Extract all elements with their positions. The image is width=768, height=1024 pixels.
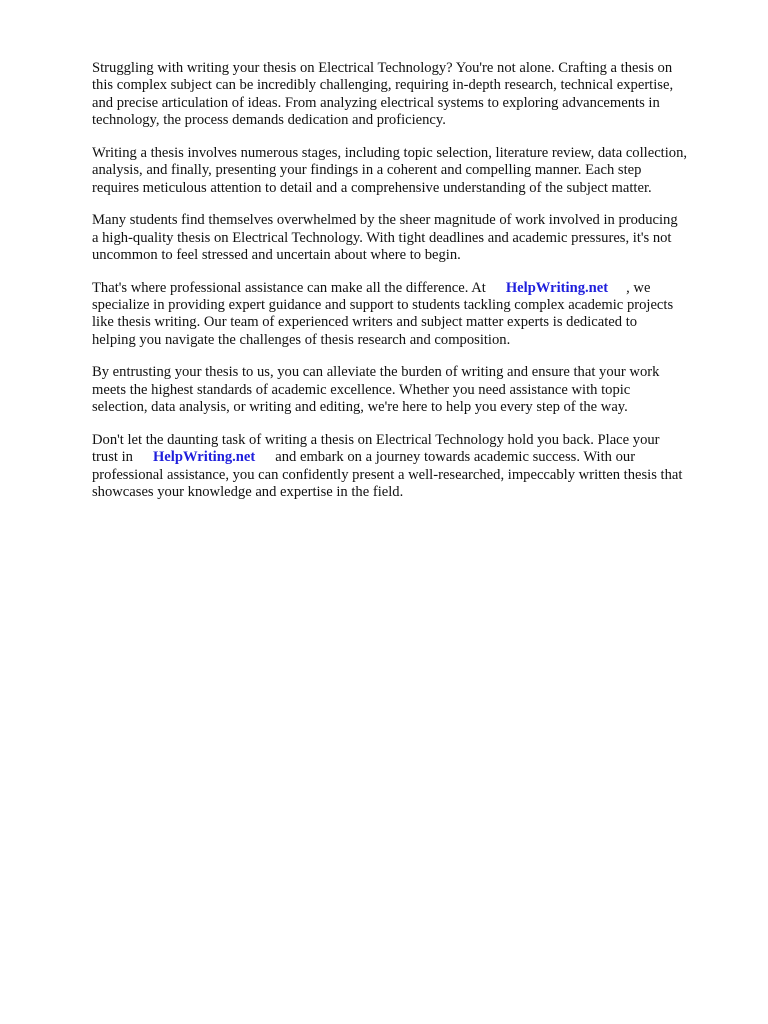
paragraph-assistance <box>92 280 732 350</box>
text-line: Struggling with writing your thesis on Electrical Technology? You're not alone. Crafting a thesis on <box>92 60 673 76</box>
text-fragment: and embark on a journey towards academic success. With our <box>275 449 636 466</box>
text-fragment: trust in <box>92 449 133 466</box>
text-line: requires meticulous attention to detail and a comprehensive understanding of the subject matter. <box>92 179 652 196</box>
text-fragment: , we <box>626 279 651 296</box>
text-line: helping you navigate the challenges of thesis research and composition. <box>92 331 511 348</box>
helpwriting-link[interactable]: HelpWriting.net <box>152 449 256 466</box>
text-fragment: That's where professional assistance can make all the difference. At <box>92 279 486 296</box>
text-line: meets the highest standards of academic excellence. Whether you need assistance with topic <box>92 381 631 398</box>
text-line: uncommon to feel stressed and uncertain about where to begin. <box>92 247 461 264</box>
text-line: selection, data analysis, or writing and editing, we're here to help you every step of the way. <box>92 399 628 416</box>
text-line: like thesis writing. Our team of experienced writers and subject matter experts is dedicated to <box>92 314 638 331</box>
text-line: this complex subject can be incredibly challenging, requiring in-depth research, technical expertise, <box>92 77 674 94</box>
text-line <box>92 449 732 466</box>
text-line: and precise articulation of ideas. From analyzing electrical systems to exploring advancements in <box>92 94 660 111</box>
paragraph-stages <box>92 145 732 197</box>
text-line: specialize in providing expert guidance and support to students tackling complex academic projects <box>92 297 674 314</box>
text-line: showcases your knowledge and expertise in the field. <box>92 484 404 501</box>
text-line: a high-quality thesis on Electrical Technology. With tight deadlines and academic pressures, it's not <box>92 229 672 246</box>
document-body <box>92 60 732 517</box>
helpwriting-link[interactable]: HelpWriting.net <box>505 279 609 296</box>
text-line: professional assistance, you can confidently present a well-researched, impeccably written thesis that <box>92 466 683 483</box>
paragraph-closing <box>92 432 732 502</box>
text-line <box>92 280 732 297</box>
text-line: By entrusting your thesis to us, you can alleviate the burden of writing and ensure that your work <box>92 364 660 381</box>
paragraph-intro <box>92 60 732 130</box>
paragraph-overwhelmed <box>92 212 732 264</box>
paragraph-entrusting <box>92 364 732 416</box>
text-line: Writing a thesis involves numerous stages, including topic selection, literature review, data collection, <box>92 144 688 161</box>
text-line: analysis, and finally, presenting your findings in a coherent and compelling manner. Each step <box>92 162 642 179</box>
text-line: technology, the process demands dedication and proficiency. <box>92 112 446 129</box>
text-line: Many students find themselves overwhelmed by the sheer magnitude of work involved in producing <box>92 212 678 229</box>
text-line: Don't let the daunting task of writing a thesis on Electrical Technology hold you back. Place your <box>92 431 660 448</box>
